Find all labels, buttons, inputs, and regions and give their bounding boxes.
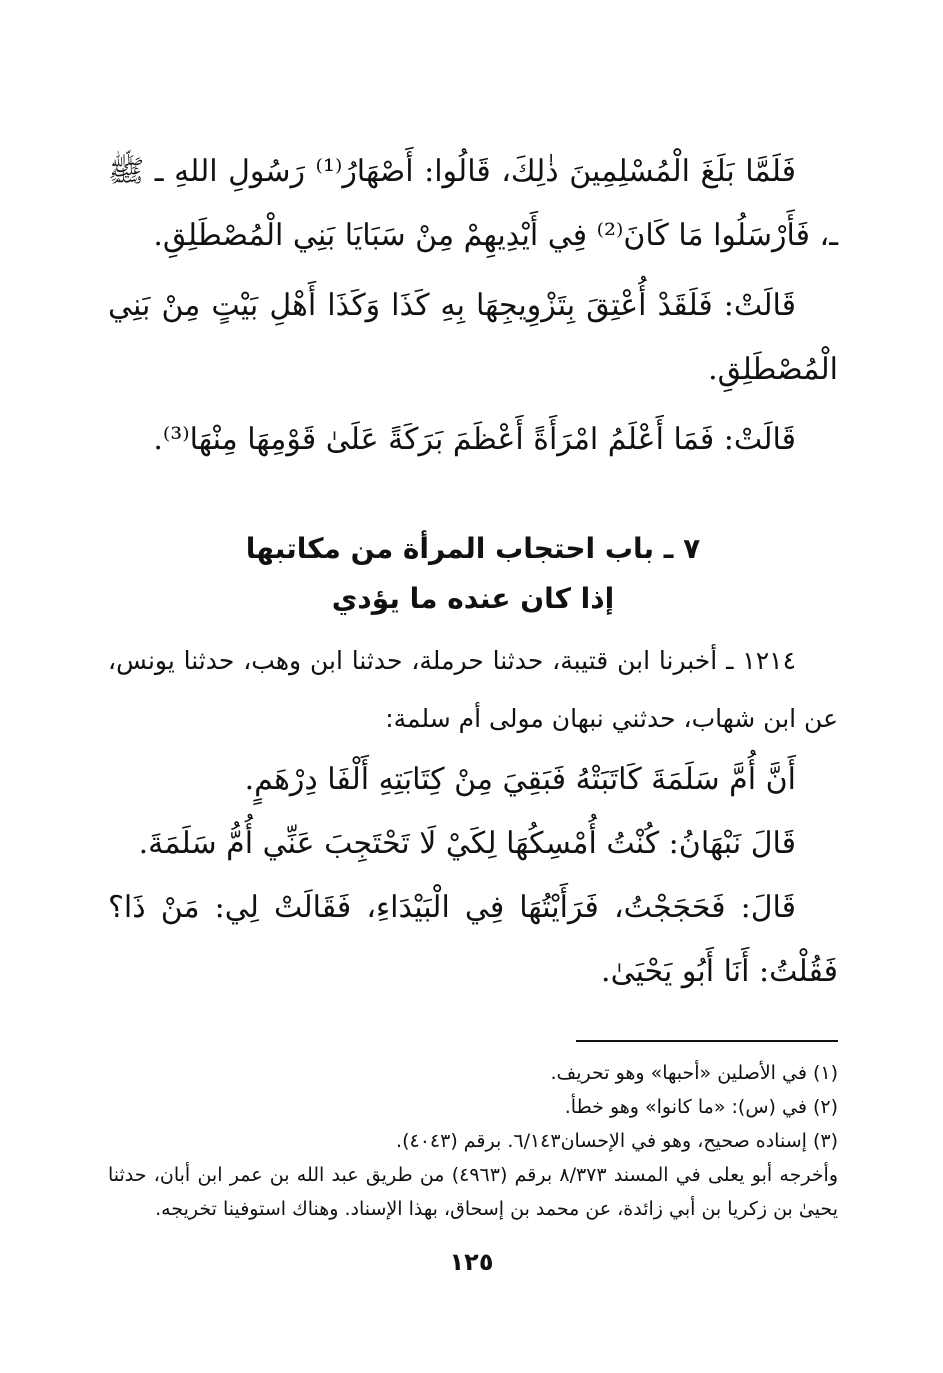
footnotes (108, 1056, 838, 1226)
hadith-matn-1: أَنَّ أُمَّ سَلَمَةَ كَاتَبَتْهُ فَبَقِيَ مِنْ كِتَابَتِهِ أَلْفَا دِرْهَمٍ. (244, 762, 796, 797)
page-number: ١٢٥ (449, 1248, 494, 1276)
footnote-divider (576, 1040, 838, 1042)
hadith-isnad: ١٢١٤ ـ أخبرنا ابن قتيبة، حدثنا حرملة، حدثنا ابن وهب، حدثنا يونس، عن ابن شهاب، حدثني نبهان مولى أم سلمة: (108, 646, 838, 733)
footnote-3: (٣) إسناده صحيح، وهو في الإحسان٦/١٤٣. برقم (٤٠٤٣). (396, 1130, 838, 1152)
chapter-title-line-1: ٧ ـ باب احتجاب المرأة من مكاتبها (245, 532, 701, 565)
footnote-2: (٢) في (س): «ما كانوا» وهو خطأ. (564, 1096, 838, 1118)
chapter-title-line-2: إذا كان عنده ما يؤدي (331, 582, 615, 615)
footnote-3-continuation: وأخرجه أبو يعلى في المسند ٨/٣٧٣ برقم (٤٩٦٣) من طريق عبد الله بن عمر ابن أبان، حدثنا يحيىٰ بن زكريا بن أبي زائدة، عن محمد بن إسحاق، بهذا الإسناد. وهناك استوفينا تخريجه. (108, 1164, 839, 1220)
body-paragraph-1-line-2: فَأَرْسَلُوا مَا كَانَ⁽²⁾ فِي أَيْدِيهِمْ مِنْ سَبَايَا بَنِي الْمُصْطَلِقِ. (153, 218, 810, 253)
page-content (108, 140, 838, 1226)
body-paragraph-1 (108, 140, 838, 268)
body-paragraph-2: قَالَتْ: فَلَقَدْ أُعْتِقَ بِتَزْوِيجِهَا بِهِ كَذَا وَكَذَا أَهْلِ بَيْتٍ مِنْ بَنِي الْمُصْطَلِقِ. (108, 288, 838, 387)
body-paragraph-3: قَالَتْ: فَمَا أَعْلَمُ امْرَأَةً أَعْظَمَ بَرَكَةً عَلَىٰ قَوْمِهَا مِنْهَا⁽³⁾. (153, 422, 796, 457)
chapter-heading (108, 524, 838, 624)
hadith-matn-3: قَالَ: فَحَجَجْتُ، فَرَأَيْتُهَا فِي الْبَيْدَاءِ، فَقَالَتْ لِي: مَنْ ذَا؟ فَقُلْتُ: أَنَا أَبُو يَحْيَىٰ. (108, 890, 838, 989)
hadith-matn-2: قَالَ نَبْهَانُ: كُنْتُ أُمْسِكُهَا لِكَيْ لَا تَحْتَجِبَ عَنِّي أُمُّ سَلَمَةَ. (138, 826, 796, 861)
footnote-1: (١) في الأصلين «أحبها» وهو تحريف. (550, 1062, 838, 1084)
body-paragraph-1-line-1: فَلَمَّا بَلَغَ الْمُسْلِمِينَ ذٰلِكَ، قَالُوا: أَصْهَارُ⁽¹⁾ رَسُولِ اللهِ ـ ﷺ ـ، (108, 154, 838, 253)
